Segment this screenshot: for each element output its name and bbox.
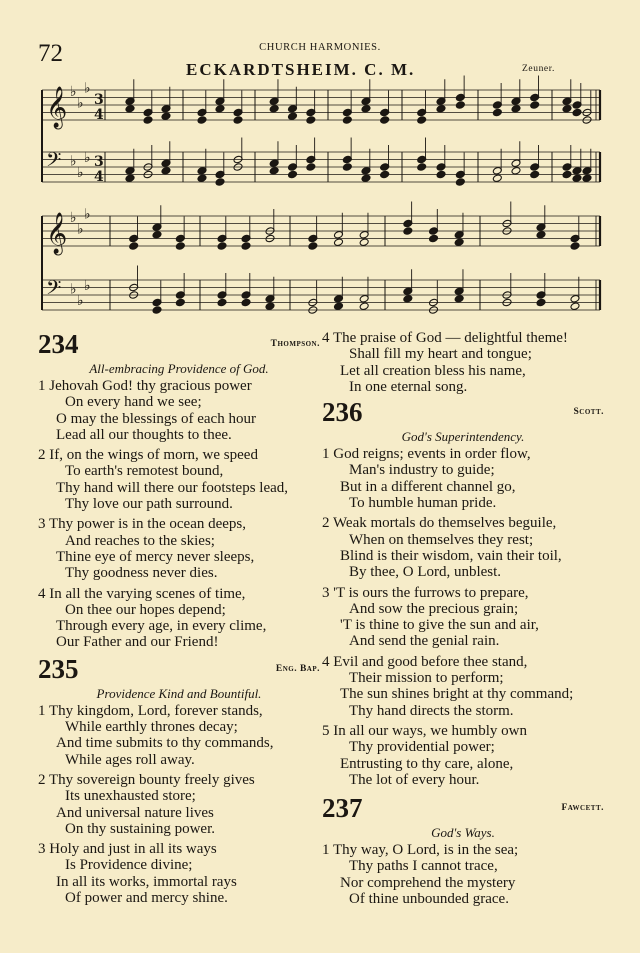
note-head [288, 112, 298, 121]
note-head [241, 298, 251, 307]
note-head [582, 174, 592, 183]
hymn-author: Scott. [573, 407, 604, 418]
note-head [572, 174, 582, 183]
verse-line: Through every age, in every clime, [56, 618, 267, 635]
verse-line: On thy sustaining power. [65, 820, 215, 837]
verse-line: Thy love our path surround. [65, 496, 233, 513]
verse-line: And time submits to thy commands, [56, 735, 274, 752]
verse-line: But in a different channel go, [340, 478, 516, 495]
note-head [530, 170, 540, 179]
note-head [403, 294, 413, 303]
verse-line: Is Providence divine; [65, 857, 193, 874]
verse-line: Nor comprehend the mystery [340, 874, 516, 891]
verse-line: Thy providential power; [349, 739, 495, 756]
note-head [217, 242, 227, 251]
note-head [217, 298, 227, 307]
note-head [125, 104, 135, 113]
note-head [436, 170, 446, 179]
note-head [342, 163, 352, 172]
note-head [570, 242, 580, 251]
flat-sign: ♭ [84, 277, 91, 294]
verse-line: 2 Weak mortals do themselves beguile, [322, 515, 557, 532]
note-head [454, 238, 464, 247]
verse-line: Thine eye of mercy never sleeps, [56, 548, 255, 565]
note-head [215, 178, 225, 187]
verse-line: Of power and mercy shine. [65, 890, 228, 907]
verse-line: Shall fill my heart and tongue; [349, 346, 532, 363]
verse-line: 2 Thy sovereign bounty freely gives [38, 771, 255, 788]
note-head [197, 174, 207, 183]
hymn-subtitle: Providence Kind and Bountiful. [96, 685, 262, 701]
verse-line: Man's industry to guide; [349, 462, 495, 479]
note-head [572, 108, 582, 117]
left-column [38, 330, 320, 906]
note-head [265, 302, 275, 311]
verse-line: 3 Thy power is in the ocean deeps, [38, 516, 247, 533]
flat-sign: ♭ [70, 210, 77, 226]
note-head [492, 108, 502, 117]
verse-line: And send the genial rain. [349, 633, 500, 650]
verse-line: Thy hand will there our footsteps lead, [56, 479, 289, 496]
music-score [0, 0, 640, 320]
page-number: 72 [38, 40, 63, 67]
flat-sign: ♭ [77, 292, 84, 309]
note-head [429, 234, 439, 243]
flat-sign: ♭ [77, 164, 84, 181]
note-head [570, 302, 580, 311]
note-head [152, 306, 162, 315]
hymn-author: Eng. Bap. [275, 663, 320, 674]
verse-line: Thy hand directs the storm. [349, 702, 514, 719]
verse-line: 3 Holy and just in all its ways [38, 841, 217, 858]
note-head [359, 238, 369, 247]
note-head [129, 242, 139, 251]
verse-line: 'T is thine to give the sun and air, [340, 617, 539, 634]
hymn-subtitle: God's Ways. [431, 825, 495, 841]
verse-line: To earth's remotest bound, [65, 463, 224, 480]
verse-line: When on themselves they rest; [349, 531, 534, 548]
note-head [403, 227, 413, 236]
note-head [161, 112, 171, 121]
bass-clef: 𝄢 [46, 148, 62, 176]
note-head [342, 116, 352, 125]
flat-sign: ♭ [84, 80, 91, 97]
flat-sign: ♭ [70, 281, 77, 298]
verse-line: And sow the precious grain; [349, 600, 519, 617]
note-head [197, 116, 207, 125]
hymn-237 [322, 794, 604, 907]
note-head [562, 170, 572, 179]
note-head [455, 178, 465, 187]
hymn-number: 237 [322, 793, 363, 824]
note-head [241, 242, 251, 251]
hymn-234-continued [322, 330, 604, 395]
verse-line: 1 Thy way, O Lord, is in the sea; [322, 842, 519, 859]
verse-line: The lot of every hour. [349, 771, 480, 788]
verse-line: Entrusting to thy care, alone, [340, 755, 514, 772]
flat-sign: ♭ [84, 206, 91, 223]
verse-line: And universal nature lives [56, 804, 214, 821]
hymn-235 [38, 655, 320, 907]
verse-line: By thee, O Lord, unblest. [349, 564, 502, 581]
time-signature: 4 [94, 169, 104, 185]
note-head [334, 238, 344, 247]
hymn-236 [322, 398, 604, 788]
note-head [380, 116, 390, 125]
verse-line: While earthly thrones decay; [65, 719, 238, 736]
note-head [361, 174, 371, 183]
verse-line: 4 The praise of God — delightful theme! [322, 330, 568, 346]
note-head [380, 170, 390, 179]
hymn-number: 235 [38, 653, 79, 684]
verse-line: On every hand we see; [65, 394, 202, 411]
note-head [161, 166, 171, 175]
hymn-author: Thompson. [270, 339, 320, 349]
time-signature: 4 [94, 107, 104, 123]
verse-line: Of thine unbounded grace. [349, 891, 509, 908]
hymn-number: 236 [322, 397, 363, 428]
verse-line: Lead all our thoughts to thee. [56, 426, 232, 443]
verse-line: 3 'T is ours the furrows to prepare, [322, 584, 529, 601]
running-head: CHURCH HARMONIES. [259, 42, 381, 53]
tune-title: ECKARDTSHEIM. C. M. [186, 60, 416, 79]
verse-line: 2 If, on the wings of morn, we speed [38, 447, 258, 464]
note-head [175, 242, 185, 251]
hymn-number: 234 [38, 329, 79, 359]
note-head [308, 242, 318, 251]
verse-line: 5 In all our ways, we humbly own [322, 722, 527, 739]
note-head [417, 163, 427, 172]
note-head [511, 104, 521, 113]
bass-clef: 𝄢 [46, 276, 62, 304]
verse-line: 4 In all the varying scenes of time, [38, 585, 246, 602]
hymn-subtitle: God's Superintendency. [401, 429, 525, 445]
verse-line: And reaches to the skies; [65, 532, 215, 549]
verse-line: 1 God reigns; events in order flow, [322, 446, 531, 463]
verse-line: Blind is their wisdom, vain their toil, [340, 547, 562, 564]
verse-line: In all its works, immortal rays [56, 873, 237, 890]
right-column [322, 330, 604, 907]
note-head [511, 166, 521, 175]
verse-line: 1 Thy kingdom, Lord, forever stands, [38, 702, 263, 719]
time-signature: 3 [94, 92, 104, 108]
note-head [269, 166, 279, 175]
verse-line: Our Father and our Friend! [56, 634, 219, 651]
flat-sign: ♭ [77, 95, 84, 112]
tune-composer: Zeuner. [522, 64, 555, 74]
verse-line: In one eternal song. [349, 378, 468, 395]
note-head [306, 116, 316, 125]
verse-line: While ages roll away. [65, 751, 195, 768]
note-head [359, 302, 369, 311]
note-head [152, 230, 162, 239]
note-head [536, 230, 546, 239]
verse-line: Thy goodness never dies. [65, 565, 218, 582]
note-head [417, 116, 427, 125]
note-head [436, 104, 446, 113]
note-head [530, 101, 540, 110]
verse-line: O may the blessings of each hour [56, 410, 256, 427]
note-head [361, 104, 371, 113]
verse-line: 4 Evil and good before thee stand, [322, 653, 528, 670]
verse-line: Thy paths I cannot trace, [349, 858, 498, 875]
verse-line: Their mission to perform; [349, 670, 504, 687]
note-head [562, 104, 572, 113]
note-head [454, 294, 464, 303]
flat-sign: ♭ [77, 221, 84, 238]
note-head [492, 174, 502, 183]
flat-sign: ♭ [70, 84, 77, 100]
note-head [536, 298, 546, 307]
verse-line: The sun shines bright at thy command; [340, 686, 574, 703]
note-head [215, 104, 225, 113]
verse-line: To humble human pride. [349, 495, 497, 512]
note-head [269, 104, 279, 113]
hymn-subtitle: All-embracing Providence of God. [89, 361, 269, 376]
flat-sign: ♭ [70, 153, 77, 170]
treble-clef: 𝄞 [46, 213, 68, 254]
note-head [288, 170, 298, 179]
note-head [125, 174, 135, 183]
hymn-author: Fawcett. [561, 803, 604, 814]
note-head [334, 302, 344, 311]
hymn-234 [38, 330, 320, 651]
note-head [233, 116, 243, 125]
verse-line: 1 Jehovah God! thy gracious power [38, 378, 252, 394]
treble-clef: 𝄞 [46, 87, 68, 128]
note-head [455, 101, 465, 110]
note-head [143, 116, 153, 125]
note-head [175, 298, 185, 307]
time-signature: 3 [94, 154, 104, 170]
verse-line: On thee our hopes depend; [65, 601, 226, 618]
flat-sign: ♭ [84, 149, 91, 166]
verse-line: Let all creation bless his name, [340, 362, 526, 379]
verse-line: Its unexhausted store; [65, 788, 196, 805]
note-head [306, 163, 316, 172]
